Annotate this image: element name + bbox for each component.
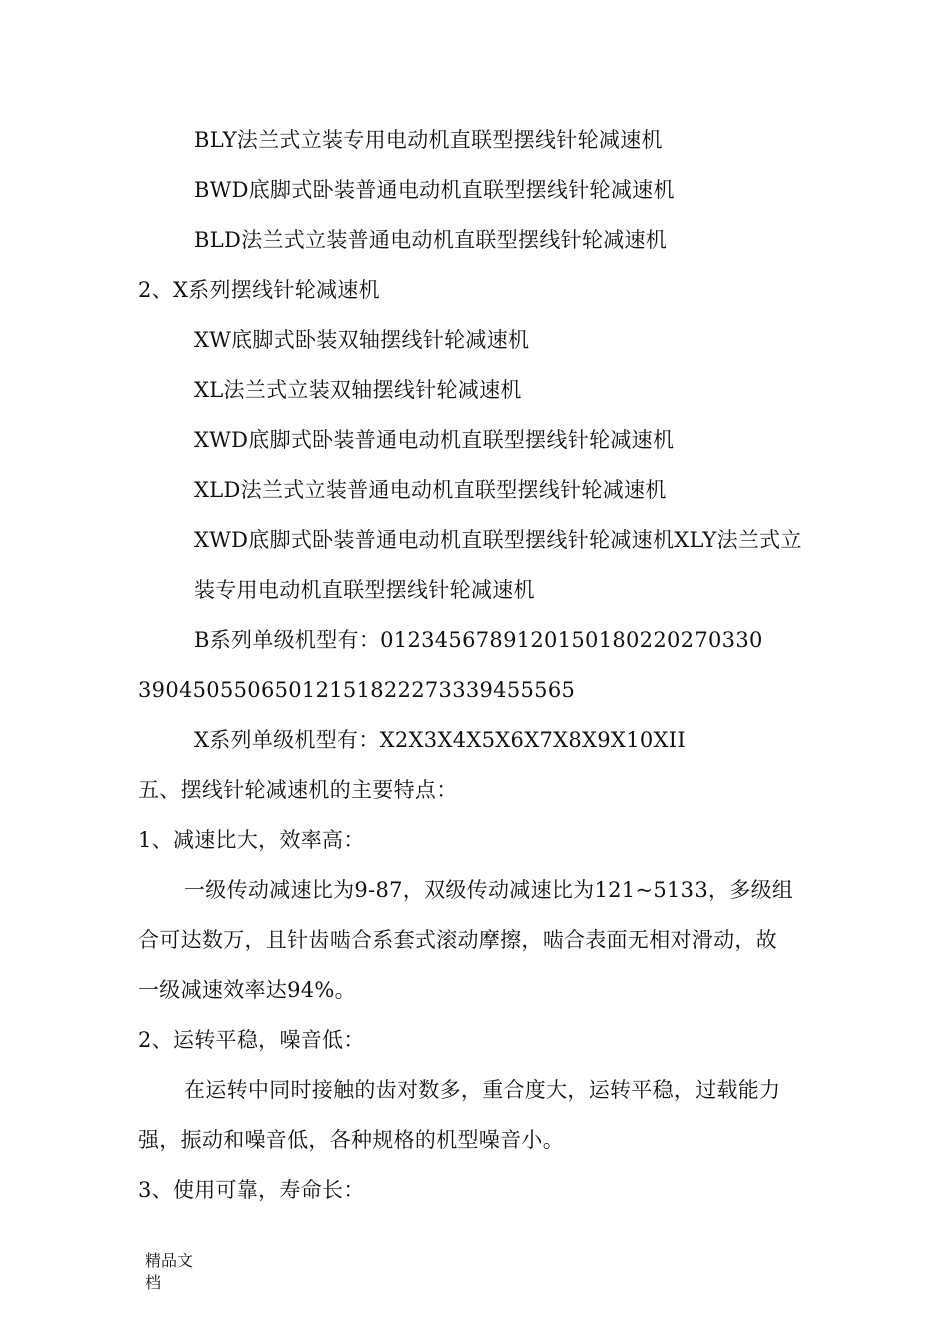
text-line-xwd-xly: XWD底脚式卧装普通电动机直联型摆线针轮减速机XLY法兰式立 <box>194 528 802 552</box>
text-line-xl: XL法兰式立装双轴摆线针轮减速机 <box>194 378 522 402</box>
text-line-xly-cont: 装专用电动机直联型摆线针轮减速机 <box>194 578 535 602</box>
subheading-feature-2: 2、运转平稳，噪音低： <box>138 1028 365 1052</box>
footer-watermark: 精品文档 <box>145 1251 194 1292</box>
text-line-b-models: B系列单级机型有：01234567891201501802202703​30 <box>194 628 763 652</box>
text-line-x-models: X系列单级机型有：X2X3X4X5X6X7X8X9X10XII <box>194 728 686 752</box>
paragraph-feature-1-line-3: 一级减速效率达94%。 <box>138 978 356 1002</box>
text-line-bwd: BWD底脚式卧装普通电动机直联型摆线针轮减速机 <box>194 178 675 202</box>
paragraph-feature-1-line-2: 合可达数万，且针齿啮合系套式滚动摩擦，啮合表面无相对滑动，故 <box>138 928 777 952</box>
text-line-xw: XW底脚式卧装双轴摆线针轮减速机 <box>194 328 530 352</box>
text-line-xwd: XWD底脚式卧装普通电动机直联型摆线针轮减速机 <box>194 428 675 452</box>
paragraph-feature-1-line-1: 一级传动减速比为9-87，双级传动减速比为121~5133，多级组 <box>184 878 794 902</box>
section-heading-x-series: 2、X系列摆线针轮减速机 <box>138 278 380 302</box>
paragraph-feature-2-line-1: 在运转中同时接触的齿对数多，重合度大，运转平稳，过载能力 <box>184 1078 781 1102</box>
text-line-bly: BLY法兰式立装专用电动机直联型摆线针轮减速机 <box>194 128 663 152</box>
text-line-bld: BLD法兰式立装普通电动机直联型摆线针轮减速机 <box>194 228 668 252</box>
subheading-feature-3: 3、使用可靠，寿命长： <box>138 1178 365 1202</box>
subheading-feature-1: 1、减速比大，效率高： <box>138 828 365 852</box>
paragraph-feature-2-line-2: 强，振动和噪音低，各种规格的机型噪音小。 <box>138 1128 564 1152</box>
section-heading-features: 五、摆线针轮减速机的主要特点： <box>138 778 458 802</box>
text-line-b-models-cont: 39045055065012151822273339455565 <box>138 678 576 702</box>
text-line-xld: XLD法兰式立装普通电动机直联型摆线针轮减速机 <box>194 478 667 502</box>
